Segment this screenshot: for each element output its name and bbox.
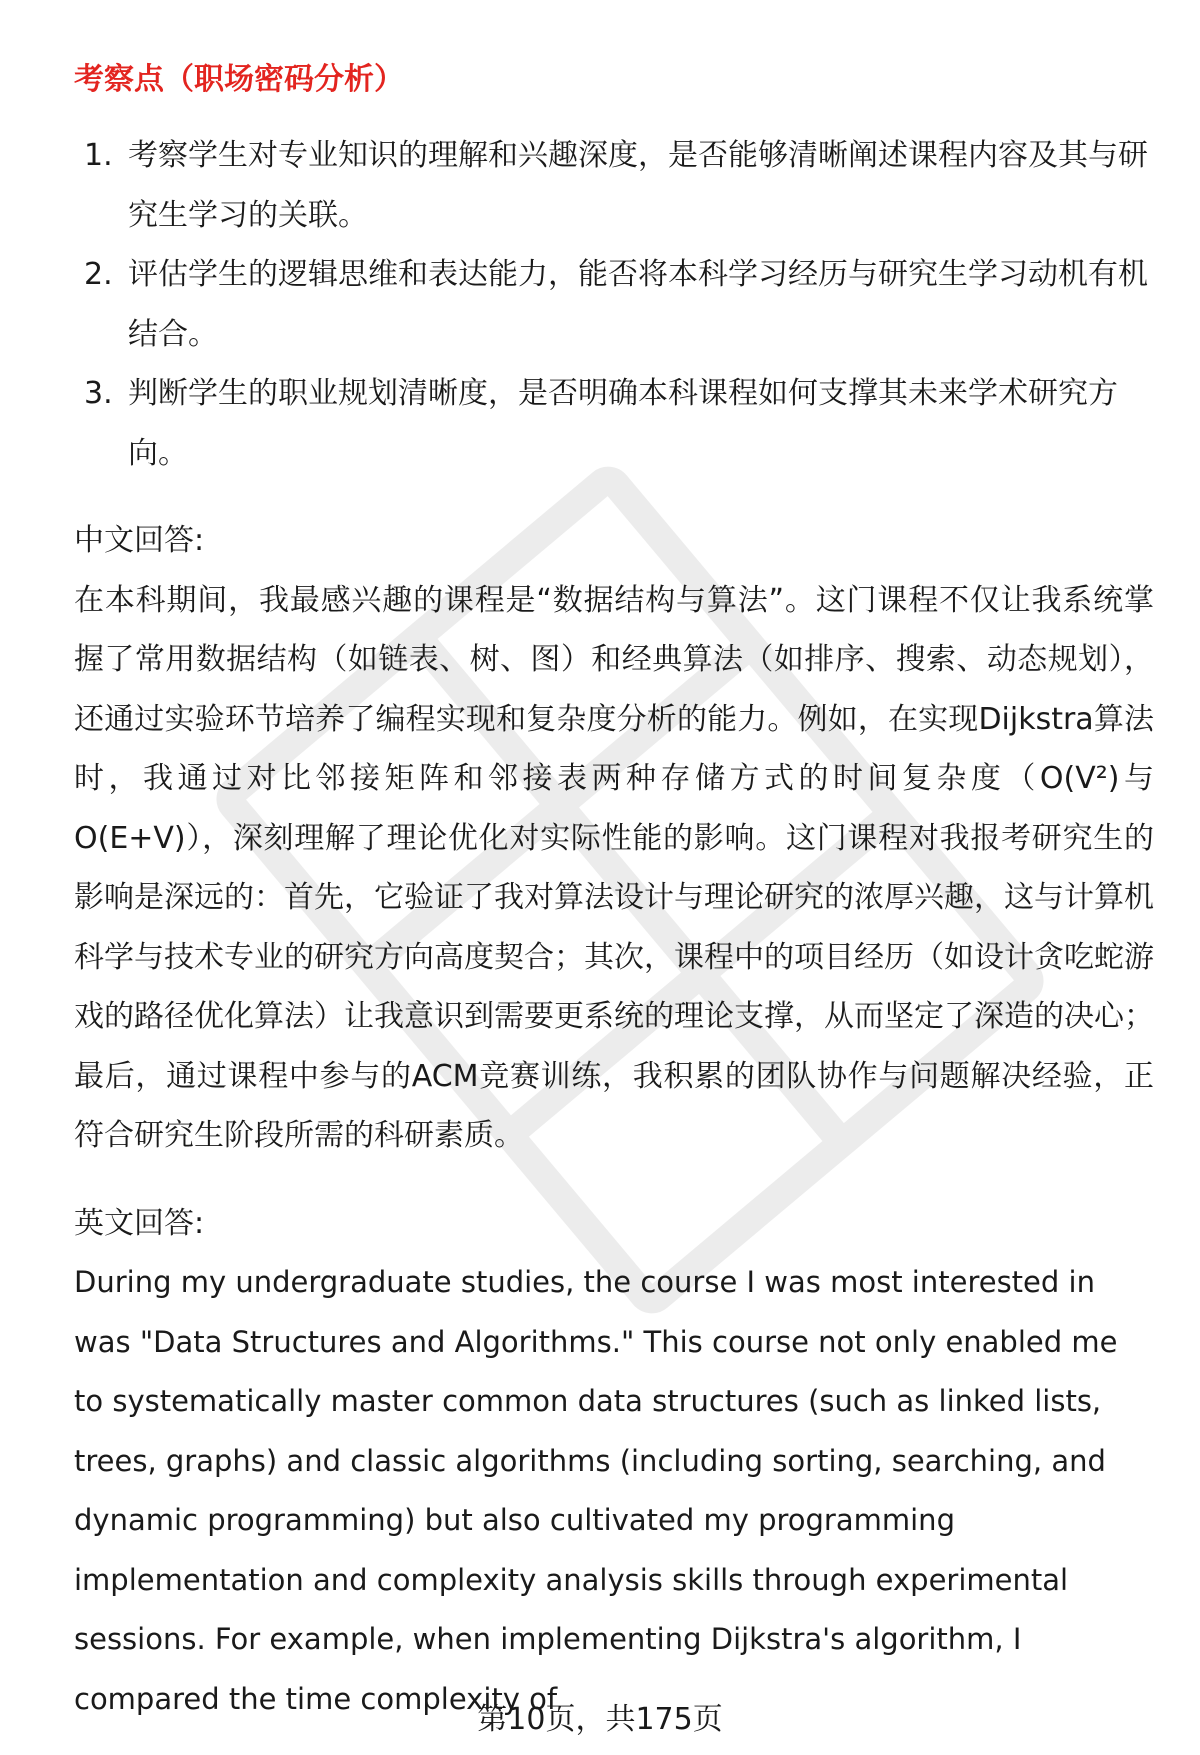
list-item-number: 2.	[84, 257, 113, 292]
assessment-points-list	[74, 126, 1154, 483]
list-item-text: 评估学生的逻辑思维和表达能力，能否将本科学习经历与研究生学习动机有机结合。	[128, 257, 1148, 352]
list-item-text: 判断学生的职业规划清晰度，是否明确本科课程如何支撑其未来学术研究方向。	[128, 376, 1118, 471]
list-item	[74, 245, 1154, 364]
english-answer-text: During my undergraduate studies, the course I was most interested in was "Data Structures and Algorithms." This course not only enabled me to systematically master common data structures (such as linked lists, trees, graphs) and classic algorithms (including sorting, searching, and dynamic programming) but also cultivated my programming implementation and complexity analysis skills through experimental sessions. For example, when implementing Dijkstra's algorithm, I compared the time complexity of	[74, 1265, 1118, 1716]
list-item-number: 1.	[84, 138, 113, 173]
english-answer-label: 英文回答:	[74, 1205, 205, 1241]
section-title: 考察点（职场密码分析）	[74, 62, 404, 97]
main-content	[74, 52, 1154, 1729]
page-number-footer: 第10页，共175页	[477, 1702, 723, 1737]
list-item	[74, 364, 1154, 483]
list-item-number: 3.	[84, 376, 113, 411]
chinese-answer-text: 在本科期间，我最感兴趣的课程是“数据结构与算法”。这门课程不仅让我系统掌握了常用数据结构（如链表、树、图）和经典算法（如排序、搜索、动态规划），还通过实验环节培养了编程实现和复杂度分析的能力。例如，在实现Dijkstra算法时，我通过对比邻接矩阵和邻接表两种存储方式的时间复杂度（O(V²)与O(E+V)），深刻理解了理论优化对实际性能的影响。这门课程对我报考研究生的影响是深远的：首先，它验证了我对算法设计与理论研究的浓厚兴趣，这与计算机科学与技术专业的研究方向高度契合；其次，课程中的项目经历（如设计贪吃蛇游戏的路径优化算法）让我意识到需要更系统的理论支撑，从而坚定了深造的决心；最后，通过课程中参与的ACM竞赛训练，我积累的团队协作与问题解决经验，正符合研究生阶段所需的科研素质。	[74, 582, 1154, 1153]
list-item-text: 考察学生对专业知识的理解和兴趣深度，是否能够清晰阐述课程内容及其与研究生学习的关联。	[128, 138, 1148, 233]
chinese-answer-label: 中文回答:	[74, 523, 205, 558]
list-item	[74, 126, 1154, 245]
